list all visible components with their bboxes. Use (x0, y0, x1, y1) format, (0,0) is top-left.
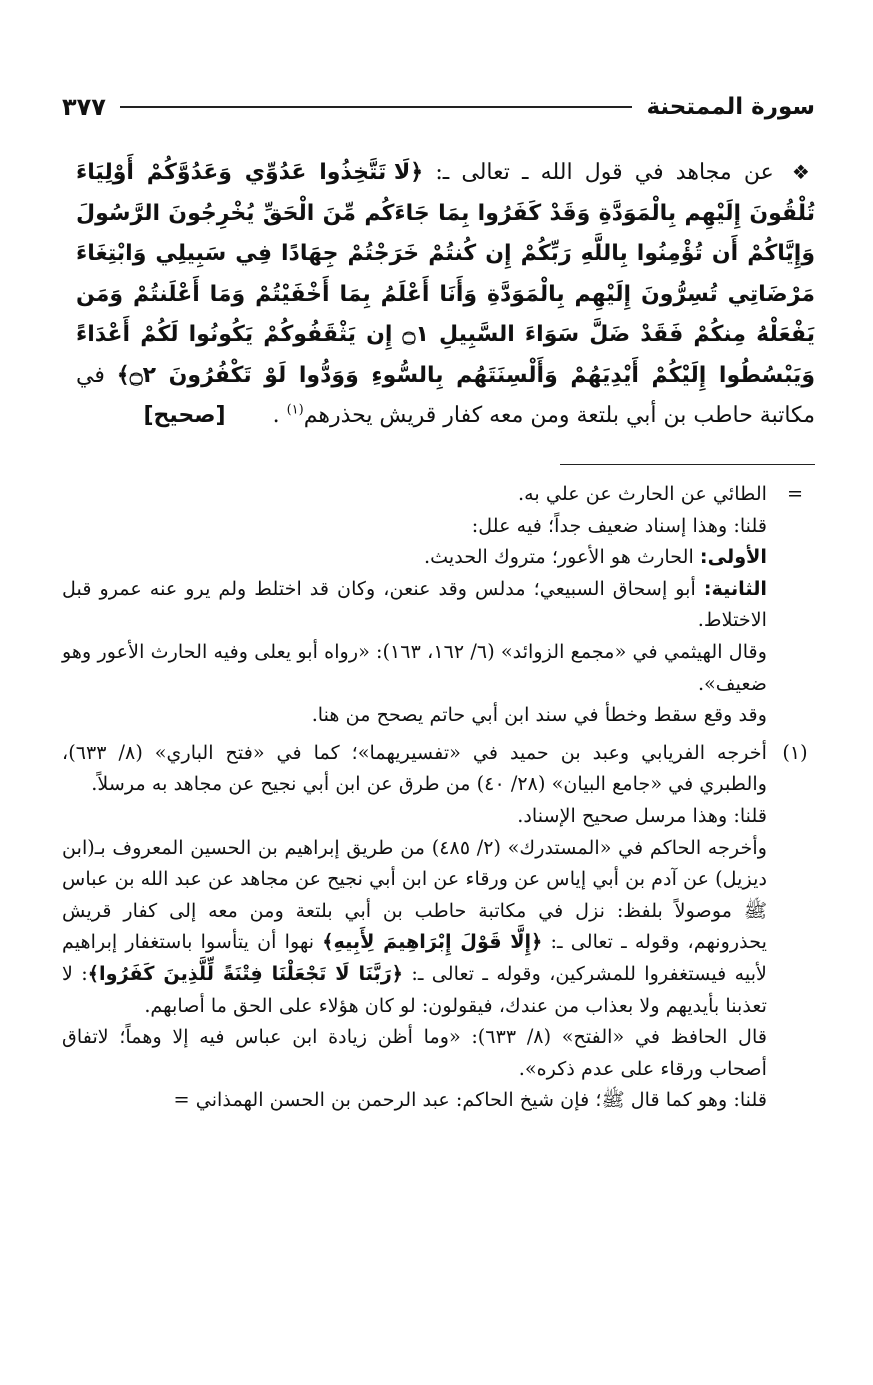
intro-text: عن مجاهد في قول الله ـ تعالى ـ: (435, 160, 774, 185)
quran-quote: ﴿رَبَّنَا لَا تَجْعَلْنَا فِتْنَةً لِّلَّذِينَ كَفَرُوا﴾ (87, 961, 404, 985)
note-line: الأولى: الحارث هو الأعور؛ متروك الحديث. (423, 545, 767, 569)
note-line: وقد وقع سقط وخطأ في سند ابن أبي حاتم يصحح من هنا. (311, 703, 767, 727)
footnote-continued (62, 478, 815, 731)
continuation-mark: = (786, 482, 804, 505)
footnote-1 (62, 737, 815, 1116)
header-rule (120, 106, 633, 108)
footnote-ref: (١) (286, 402, 304, 418)
context-text: في مكاتبة حاطب بن أبي بلتعة ومن معه كفار قريش يحذرهم (76, 362, 815, 428)
note-line: قال الحافظ في «الفتح» (٨/ ٦٣٣): «وما أظن زيادة ابن عباس فيه إلا وهماً؛ لاتفاق أصحاب ورقاء على عدم ذكره». (62, 1025, 767, 1080)
main-text (76, 152, 815, 437)
quran-quote: ﴿إِلَّا قَوْلَ إِبْرَاهِيمَ لِأَبِيهِ﴾ (322, 930, 543, 954)
page-number: ٣٧٧ (62, 93, 106, 121)
first-defect-label: الأولى: (699, 545, 767, 569)
grade-label: [صحيح] (143, 403, 226, 428)
note-line: وأخرجه الحاكم في «المستدرك» (٢/ ٤٨٥) من طريق إبراهيم بن الحسين المعروف بـ(ابن ديزيل) عن آدم بن أبي إياس عن ورقاء عن ابن أبي نجيح عن مجاهد عن عبد الله بن عباس ﷺ موصولاً بلفظ: نزل في مكاتبة حاطب بن أبي بلتعة ومن معه إلى كفار قريش يحذرونهم، وقوله ـ تعالى ـ: ﴿إِلَّا قَوْلَ إِبْرَاهِيمَ لِأَبِيهِ﴾ نهوا أن يتأسوا باستغفار إبراهيم لأبيه فيستغفروا للمشركين، وقوله ـ تعالى ـ: ﴿رَبَّنَا لَا تَجْعَلْنَا فِتْنَةً لِّلَّذِينَ كَفَرُوا﴾: لا تعذبنا بأيديهم ولا بعذاب من عندك، فيقولون: لو كان هؤلاء على الحق ما أصابهم. (62, 835, 767, 1017)
end-period: . (272, 403, 280, 428)
note-line: أخرجه الفريابي وعبد بن حميد في «تفسيريهما»؛ كما في «فتح الباري» (٨/ ٦٣٣)، والطبري في «جامع البيان» (٢٨/ ٤٠) من طرق عن ابن أبي نجيح عن مجاهد به مرسلاً. (62, 740, 767, 796)
second-defect-label: الثانية: (703, 576, 767, 600)
footnotes (62, 478, 815, 1122)
note-line: قلنا: وهذا إسناد ضعيف جداً؛ فيه علل: (471, 513, 767, 537)
diamond-bullet-icon: ❖ (791, 160, 816, 184)
page-header (62, 92, 815, 122)
note-line: الطائي عن الحارث عن علي به. (518, 482, 767, 505)
footnote-number: (١) (782, 740, 808, 764)
surah-title: سورة الممتحنة (646, 94, 815, 120)
note-line: وقال الهيثمي في «مجمع الزوائد» (٦/ ١٦٢، ١٦٣): «رواه أبو يعلى وفيه الحارث الأعور وهو ضعيف». (62, 639, 767, 695)
footnote-separator (560, 464, 815, 465)
note-line: الثانية: أبو إسحاق السبيعي؛ مدلس وقد عنعن، وكان قد اختلط ولم يرو عنه عمرو قبل الاختلاط. (62, 576, 767, 632)
note-line: قلنا: وهذا مرسل صحيح الإسناد. (517, 803, 767, 827)
quran-verse: ﴿لَا تَتَّخِذُوا عَدُوِّي وَعَدُوَّكُمْ أَوْلِيَاءَ تُلْقُونَ إِلَيْهِم بِالْمَوَدَّةِ وَقَدْ كَفَرُوا بِمَا جَاءَكُم مِّنَ الْحَقِّ يُخْرِجُونَ الرَّسُولَ وَإِيَّاكُمْ أَن تُؤْمِنُوا بِاللَّهِ رَبِّكُمْ إِن كُنتُمْ خَرَجْتُمْ جِهَادًا فِي سَبِيلِي وَابْتِغَاءَ مَرْضَاتِي تُسِرُّونَ إِلَيْهِم بِالْمَوَدَّةِ وَأَنَا أَعْلَمُ بِمَا أَخْفَيْتُمْ وَمَا أَعْلَنتُمْ وَمَن يَفْعَلْهُ مِنكُمْ فَقَدْ ضَلَّ سَوَاءَ السَّبِيلِ ۝١ إِن يَثْقَفُوكُمْ يَكُونُوا لَكُمْ أَعْدَاءً وَيَبْسُطُوا إِلَيْكُمْ أَيْدِيَهُمْ وَأَلْسِنَتَهُم بِالسُّوءِ وَوَدُّوا لَوْ تَكْفُرُونَ ۝٢﴾ (76, 160, 815, 388)
note-line: قلنا: وهو كما قال ﷺ؛ فإن شيخ الحاكم: عبد الرحمن بن الحسن الهمذاني = (173, 1088, 767, 1112)
